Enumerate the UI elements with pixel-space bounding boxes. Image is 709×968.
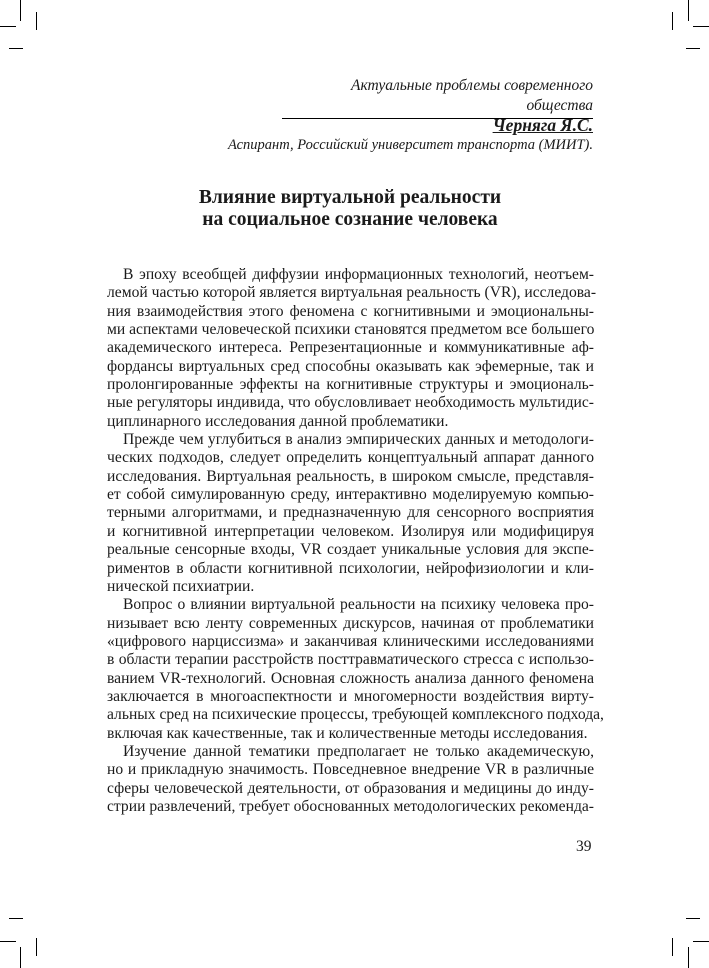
body-line: Изучение данной тематики предполагает не только академическую,	[123, 742, 594, 760]
body-line: фордансы виртуальных сред способны оказывать как эфемерные, так и	[107, 357, 594, 375]
crop-mark	[688, 947, 689, 968]
crop-mark	[9, 918, 23, 919]
crop-mark	[693, 941, 709, 942]
body-line: но и прикладную значимость. Повседневное внедрение VR в различные	[107, 761, 594, 779]
body-line: ет собой симулированную среду, интерактивно моделируемую компью-	[107, 486, 594, 504]
crop-mark	[36, 12, 37, 30]
body-line: и когнитивной интерпретации человеком. Изолируя или модифицируя	[107, 522, 594, 540]
body-line: Прежде чем углубиться в анализ эмпирических данных и методологи-	[123, 431, 594, 449]
body-line: стрии развлечений, требует обоснованных методологических рекоменда-	[107, 797, 594, 815]
article-title-line: Влияние виртуальной реальности	[198, 187, 502, 208]
body-line: пролонгированные эффекты на когнитивные структуры и эмоциональ-	[107, 376, 594, 394]
crop-mark	[9, 48, 23, 49]
body-line: лемой частью которой является виртуальная реальность (VR), исследова-	[107, 284, 597, 302]
crop-mark	[0, 26, 16, 27]
crop-mark	[688, 0, 689, 21]
running-head: Актуальные проблемы современного общества	[282, 76, 593, 119]
crop-mark	[36, 938, 37, 956]
body-line: «цифрового нарциссизма» и заканчивая клиническими исследованиями	[107, 632, 594, 650]
body-line: заключается в многоаспектности и многомерности воздействия вирту-	[107, 687, 594, 705]
crop-mark	[20, 0, 21, 21]
body-line: сферы человеческой деятельности, от образования и медицины до инду-	[107, 779, 594, 797]
body-line: ния взаимодействия этого феномена с когнитивными и эмоциональны-	[107, 302, 594, 320]
crop-mark	[693, 26, 709, 27]
body-line: академического интереса. Репрезентационные и коммуникативные аф-	[107, 339, 594, 357]
author-affiliation: Аспирант, Российский университет транспорта (МИИТ).	[227, 137, 593, 153]
crop-mark	[20, 947, 21, 968]
body-line: исследования. Виртуальная реальность, в широком смысле, представля-	[107, 467, 594, 485]
body-line: ческих подходов, следует определить концептуальный аппарат данного	[107, 449, 594, 467]
body-line: нической психиатрии.	[107, 577, 255, 595]
body-line: низывает всю ленту современных дискурсов, начиная от проблематики	[107, 614, 594, 632]
article-title-line: на социальное сознание человека	[202, 209, 498, 230]
body-line: альных сред на психические процессы, требующей комплексного подхода,	[107, 706, 604, 724]
body-line: включая как качественные, так и количественные методы исследования.	[107, 724, 588, 742]
body-line: циплинарного исследования данной проблематики.	[107, 412, 449, 430]
body-line: Вопрос о влиянии виртуальной реальности на психику человека про-	[123, 596, 594, 614]
body-line: реальные сенсорные входы, VR создает уникальные условия для экспе-	[107, 541, 594, 559]
body-line: риментов в области когнитивной психологии, нейрофизиологии и кли-	[107, 559, 594, 577]
page-number: 39	[576, 838, 592, 855]
crop-mark	[0, 941, 16, 942]
crop-mark	[672, 938, 673, 956]
crop-mark	[686, 48, 700, 49]
body-line: ми аспектами человеческой психики становятся предметом все большего	[107, 321, 595, 339]
article-body	[107, 266, 604, 816]
body-line: ные регуляторы индивида, что обусловливает необходимость мультидис-	[107, 394, 594, 412]
body-line: терными алгоритмами, и предназначенную для сенсорного восприятия	[107, 504, 594, 522]
body-line: В эпоху всеобщей диффузии информационных технологий, неотъем-	[123, 266, 594, 283]
body-line: ванием VR-технологий. Основная сложность анализа данного феномена	[107, 669, 594, 687]
crop-mark	[672, 12, 673, 30]
author-name: Черняга Я.С.	[492, 115, 593, 135]
crop-mark	[686, 918, 700, 919]
article-title	[100, 187, 600, 231]
body-line: в области терапии расстройств посттравматического стресса с использо-	[107, 651, 594, 669]
